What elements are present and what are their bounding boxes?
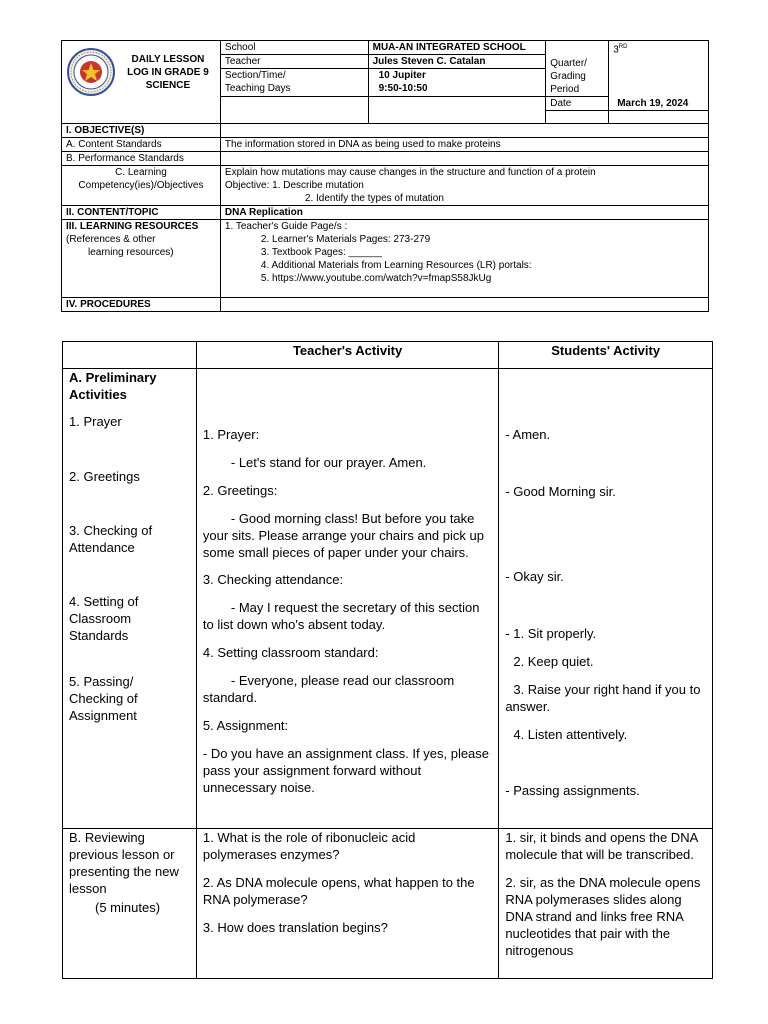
quarter-value: 3 bbox=[613, 44, 619, 56]
quarter-suffix: RD bbox=[618, 44, 628, 50]
prelim-step: 4. Setting of Classroom Standards bbox=[69, 594, 139, 643]
section-value bbox=[368, 69, 546, 97]
learning-competency-line: Objective: 1. Describe mutation bbox=[224, 179, 364, 191]
student-prelim-line: - Okay sir. bbox=[505, 569, 564, 584]
teacher-review-cell bbox=[196, 829, 498, 979]
learning-resources-sub: learning resources) bbox=[88, 246, 174, 258]
learning-competency-value bbox=[220, 165, 708, 205]
teacher-prelim-line: - Do you have an assignment class. If yes, please pass your assignment forward without unnecessary noise. bbox=[202, 746, 490, 795]
deped-seal-icon bbox=[66, 47, 116, 97]
teacher-review-line: 1. What is the role of ribonucleic acid polymerases enzymes? bbox=[202, 830, 416, 862]
prelim-step: 1. Prayer bbox=[69, 414, 122, 429]
title-line: LOG IN GRADE 9 bbox=[127, 67, 209, 78]
learning-resources-heading: III. LEARNING RESOURCES bbox=[66, 220, 199, 232]
dll-title bbox=[116, 41, 220, 92]
learning-resource-link[interactable]: 5. https://www.youtube.com/watch?v=fmapS58JkUg bbox=[260, 272, 492, 284]
teacher-review-line: 3. How does translation begins? bbox=[202, 920, 388, 935]
logo-title-cell bbox=[62, 41, 221, 124]
teacher-prelim-line: 4. Setting classroom standard: bbox=[202, 645, 379, 660]
student-prelim-line: - 1. Sit properly. bbox=[505, 626, 597, 641]
learning-resources-value bbox=[220, 219, 708, 297]
learning-competency-label bbox=[62, 165, 221, 205]
prelim-step: 2. Greetings bbox=[69, 469, 140, 484]
content-topic-label: II. CONTENT/TOPIC bbox=[62, 205, 221, 219]
learning-resources-label bbox=[62, 219, 221, 297]
teacher-prelim-line: - Let's stand for our prayer. Amen. bbox=[230, 455, 427, 470]
procedures-table bbox=[62, 341, 713, 979]
teacher-review-line: 2. As DNA molecule opens, what happen to the RNA polymerase? bbox=[202, 875, 475, 907]
student-review-line: 1. sir, it binds and opens the DNA molecule that will be transcribed. bbox=[505, 830, 698, 862]
review-label: B. Reviewing previous lesson or presenting the new lesson bbox=[69, 830, 179, 896]
section-value-line: 10 Jupiter bbox=[378, 70, 426, 81]
teacher-prelim-line: - May I request the secretary of this section to list down who's absent today. bbox=[202, 600, 480, 632]
teacher-prelim-line: 1. Prayer: bbox=[202, 427, 260, 442]
teacher-value: Jules Steven C. Catalan bbox=[368, 55, 546, 69]
student-review-cell bbox=[499, 829, 713, 979]
section-label bbox=[220, 69, 368, 97]
student-prelim-line: 3. Raise your right hand if you to answer. bbox=[505, 682, 701, 714]
teacher-prelim-line: - Everyone, please read our classroom standard. bbox=[202, 673, 455, 705]
dll-table bbox=[61, 40, 709, 312]
title-line: DAILY LESSON bbox=[131, 54, 205, 65]
section-label-line: Section/Time/ bbox=[224, 70, 286, 81]
student-prelim-line: 4. Listen attentively. bbox=[513, 727, 628, 742]
quarter-label bbox=[546, 57, 609, 97]
student-prelim-line: - Amen. bbox=[505, 427, 551, 442]
student-prelim-cell bbox=[499, 369, 713, 829]
title-line: SCIENCE bbox=[145, 80, 191, 91]
school-label: School bbox=[220, 41, 368, 55]
performance-standards-label: B. Performance Standards bbox=[62, 151, 221, 165]
teacher-prelim-line: 3. Checking attendance: bbox=[202, 572, 344, 587]
quarter-label-line: Period bbox=[550, 83, 580, 95]
content-standards-value: The information stored in DNA as being used to make proteins bbox=[220, 137, 708, 151]
quarter-label-line: Grading bbox=[550, 70, 586, 82]
blank-cell bbox=[546, 110, 609, 123]
corner-cell bbox=[63, 342, 197, 369]
learning-resources-sub: (References & other bbox=[66, 233, 156, 245]
learning-competency-label-line: C. Learning bbox=[115, 166, 167, 178]
review-time: (5 minutes) bbox=[95, 900, 161, 915]
teacher-prelim-cell bbox=[196, 369, 498, 829]
student-prelim-line: - Good Morning sir. bbox=[505, 484, 616, 499]
blank-cell bbox=[220, 96, 368, 123]
learning-resource-line: 2. Learner's Materials Pages: 273-279 bbox=[260, 233, 431, 245]
students-activity-header: Students' Activity bbox=[499, 342, 713, 369]
prelim-step: 3. Checking of Attendance bbox=[69, 523, 153, 555]
content-topic-value: DNA Replication bbox=[220, 205, 708, 219]
review-cell bbox=[63, 829, 197, 979]
procedures-label: IV. PROCEDURES bbox=[62, 297, 221, 311]
teacher-label: Teacher bbox=[220, 55, 368, 69]
learning-resource-line: 4. Additional Materials from Learning Resources (LR) portals: bbox=[260, 259, 532, 271]
objectives-value bbox=[220, 123, 708, 137]
teacher-prelim-line: 5. Assignment: bbox=[202, 718, 289, 733]
learning-competency-line: Explain how mutations may cause changes in the structure and function of a protein bbox=[224, 166, 596, 178]
section-value-line: 9:50-10:50 bbox=[378, 83, 428, 94]
learning-competency-line: 2. Identify the types of mutation bbox=[304, 192, 444, 204]
procedures-value bbox=[220, 297, 708, 311]
student-prelim-line: 2. Keep quiet. bbox=[513, 654, 594, 669]
learning-resource-line: 3. Textbook Pages: ______ bbox=[260, 246, 382, 258]
blank-cell bbox=[368, 96, 546, 123]
teacher-prelim-line: 2. Greetings: bbox=[202, 483, 278, 498]
school-value: MUA-AN INTEGRATED SCHOOL bbox=[368, 41, 546, 55]
teacher-prelim-line: - Good morning class! But before you take your sits. Please arrange your chairs and pick up some small pieces of paper under your chairs. bbox=[202, 511, 484, 560]
learning-competency-label-line: Competency(ies)/Objectives bbox=[78, 179, 204, 191]
student-prelim-line: - Passing assignments. bbox=[505, 783, 640, 798]
prelim-step: 5. Passing/ Checking of Assignment bbox=[69, 674, 138, 723]
section-label-line: Teaching Days bbox=[224, 83, 291, 94]
preliminary-activities-cell bbox=[63, 369, 197, 829]
student-review-line: 2. sir, as the DNA molecule opens RNA polymerases slides along DNA strand and links free RNA nucleotides that pair with the nitrogenous bbox=[505, 875, 701, 958]
preliminary-heading: A. Preliminary Activities bbox=[69, 370, 157, 402]
learning-resource-line: 1. Teacher's Guide Page/s : bbox=[224, 220, 348, 232]
performance-standards-value bbox=[220, 151, 708, 165]
objectives-label: I. OBJECTIVE(S) bbox=[62, 123, 221, 137]
date-value bbox=[609, 97, 709, 123]
quarter-label-line: Quarter/ bbox=[550, 57, 587, 69]
date-value-text: March 19, 2024 bbox=[617, 97, 689, 109]
teacher-activity-header: Teacher's Activity bbox=[196, 342, 498, 369]
content-standards-label: A. Content Standards bbox=[62, 137, 221, 151]
date-label: Date bbox=[546, 96, 609, 110]
